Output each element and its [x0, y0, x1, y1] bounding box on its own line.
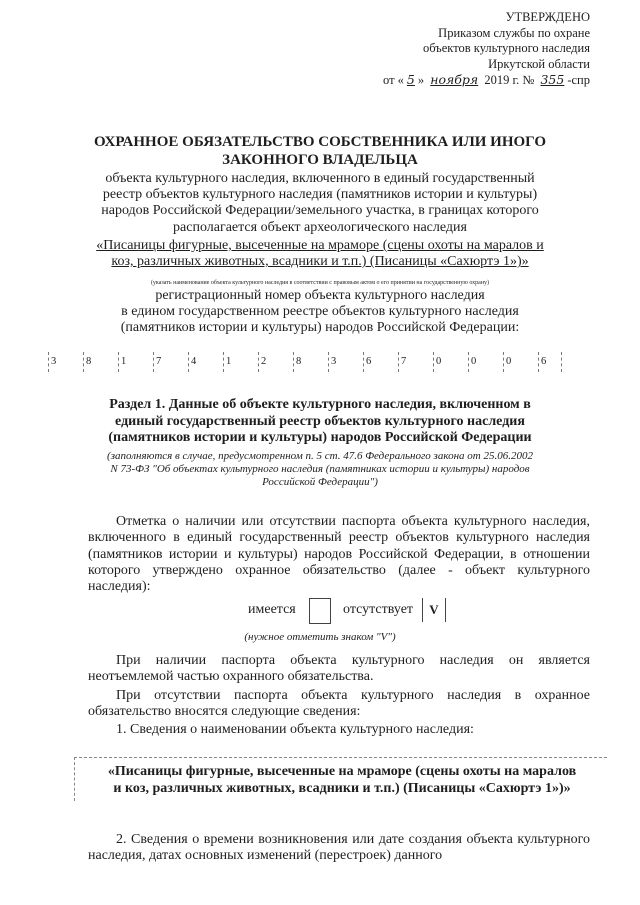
object-name: «Писаницы фигурные, высеченные на мраморе (сцены охоты на маралов и коз, различных животных, всадники и т.п.) (Писаницы «Сахюртэ 1»)» [96, 238, 544, 270]
reg-digit: 3 [328, 352, 351, 372]
item-2-paragraph: 2. Сведения о времени возникновения или дате создания объекта культурного наследия, датах основных изменений (перестроек) данного [88, 832, 590, 864]
reg-digit: 6 [538, 352, 562, 372]
reg-digit: 2 [258, 352, 281, 372]
reg-number-cells [48, 352, 608, 374]
reg-digit: 7 [398, 352, 421, 372]
section-1-note: (заполняются в случае, предусмотренном п. 5 ст. 47.6 Федерального закона от 25.06.2002 N 73-ФЗ "Об объектах культурного наследия (памятниках истории и культуры) народов Российской Федерации") [107, 450, 533, 488]
passport-absent-label: отсутствует [343, 602, 414, 617]
reg-digit: 4 [188, 352, 211, 372]
item-1-heading: 1. Сведения о наименовании объекта культурного наследия: [116, 722, 474, 737]
approval-order-number: 355 [540, 72, 565, 87]
section-1-title: Раздел 1. Данные об объекте культурного наследия, включенном в единый государственный реестр объектов культурного наследия (памятников истории и культуры) народов Российской Федерации [108, 397, 532, 445]
reg-digit: 0 [503, 352, 526, 372]
reg-digit: 6 [363, 352, 386, 372]
approval-order-line: объектов культурного наследия [423, 41, 590, 55]
passport-status-row [0, 598, 640, 624]
approval-heading: УТВЕРЖДЕНО [505, 10, 590, 24]
reg-digit: 0 [468, 352, 491, 372]
document-title: ОХРАННОЕ ОБЯЗАТЕЛЬСТВО СОБСТВЕННИКА ИЛИ ИНОГО ЗАКОННОГО ВЛАДЕЛЬЦА [93, 134, 547, 168]
reg-number-label: регистрационный номер объекта культурного наследия в едином государственном реестре объектов культурного наследия (памятников истории и культуры) народов Российской Федерации: [120, 288, 520, 336]
passport-hint: (нужное отметить знаком "V") [244, 631, 396, 643]
approval-date-line: от « 5 » ноября 2019 г. № 355 -спр [382, 72, 590, 87]
reg-digit: 0 [433, 352, 456, 372]
object-name-box: «Писаницы фигурные, высеченные на мраморе (сцены охоты на маралов и коз, различных животных, всадники и т.п.) (Писаницы «Сахюртэ 1»)» [74, 757, 607, 801]
reg-digit: 8 [293, 352, 316, 372]
reg-digit: 7 [153, 352, 176, 372]
passport-present-paragraph: При наличии паспорта объекта культурного наследия он является неотъемлемой частью охранного обязательства. [88, 653, 590, 685]
approval-order-line: Иркутской области [488, 56, 590, 71]
approval-stamp [383, 10, 590, 89]
reg-digit: 3 [48, 352, 71, 372]
passport-absent-checkbox[interactable]: V [422, 598, 446, 622]
approval-day: 5 [406, 72, 415, 87]
reg-digit: 1 [223, 352, 246, 372]
passport-absent-paragraph: При отсутствии паспорта объекта культурного наследия в охранное обязательство вносятся следующие сведения: [88, 688, 590, 720]
reg-digit: 8 [83, 352, 106, 372]
approval-month: ноября [430, 72, 479, 87]
approval-order-line: Приказом службы по охране [438, 25, 590, 40]
object-name-caption: (указать наименование объекта культурного наследия в соответствии с правовым актом о его принятии на государственную охрану) [150, 280, 490, 286]
passport-present-label: имеется [248, 602, 296, 617]
document-subtitle: объекта культурного наследия, включенного в единый государственный реестр объектов культурного наследия (памятников истории и культуры) народов Российской Федерации/земельного участка, в границах которого располагается объект археологического наследия [101, 171, 539, 235]
passport-present-checkbox[interactable] [309, 598, 331, 624]
reg-digit: 1 [118, 352, 141, 372]
passport-paragraph: Отметка о наличии или отсутствии паспорта объекта культурного наследия, включенного в единый государственный реестр объектов культурного наследия (памятников истории и культуры) народов Российской Федерации, в отношении которого утверждено охранное обязательство (далее - объект культурного наследия): [88, 514, 590, 595]
